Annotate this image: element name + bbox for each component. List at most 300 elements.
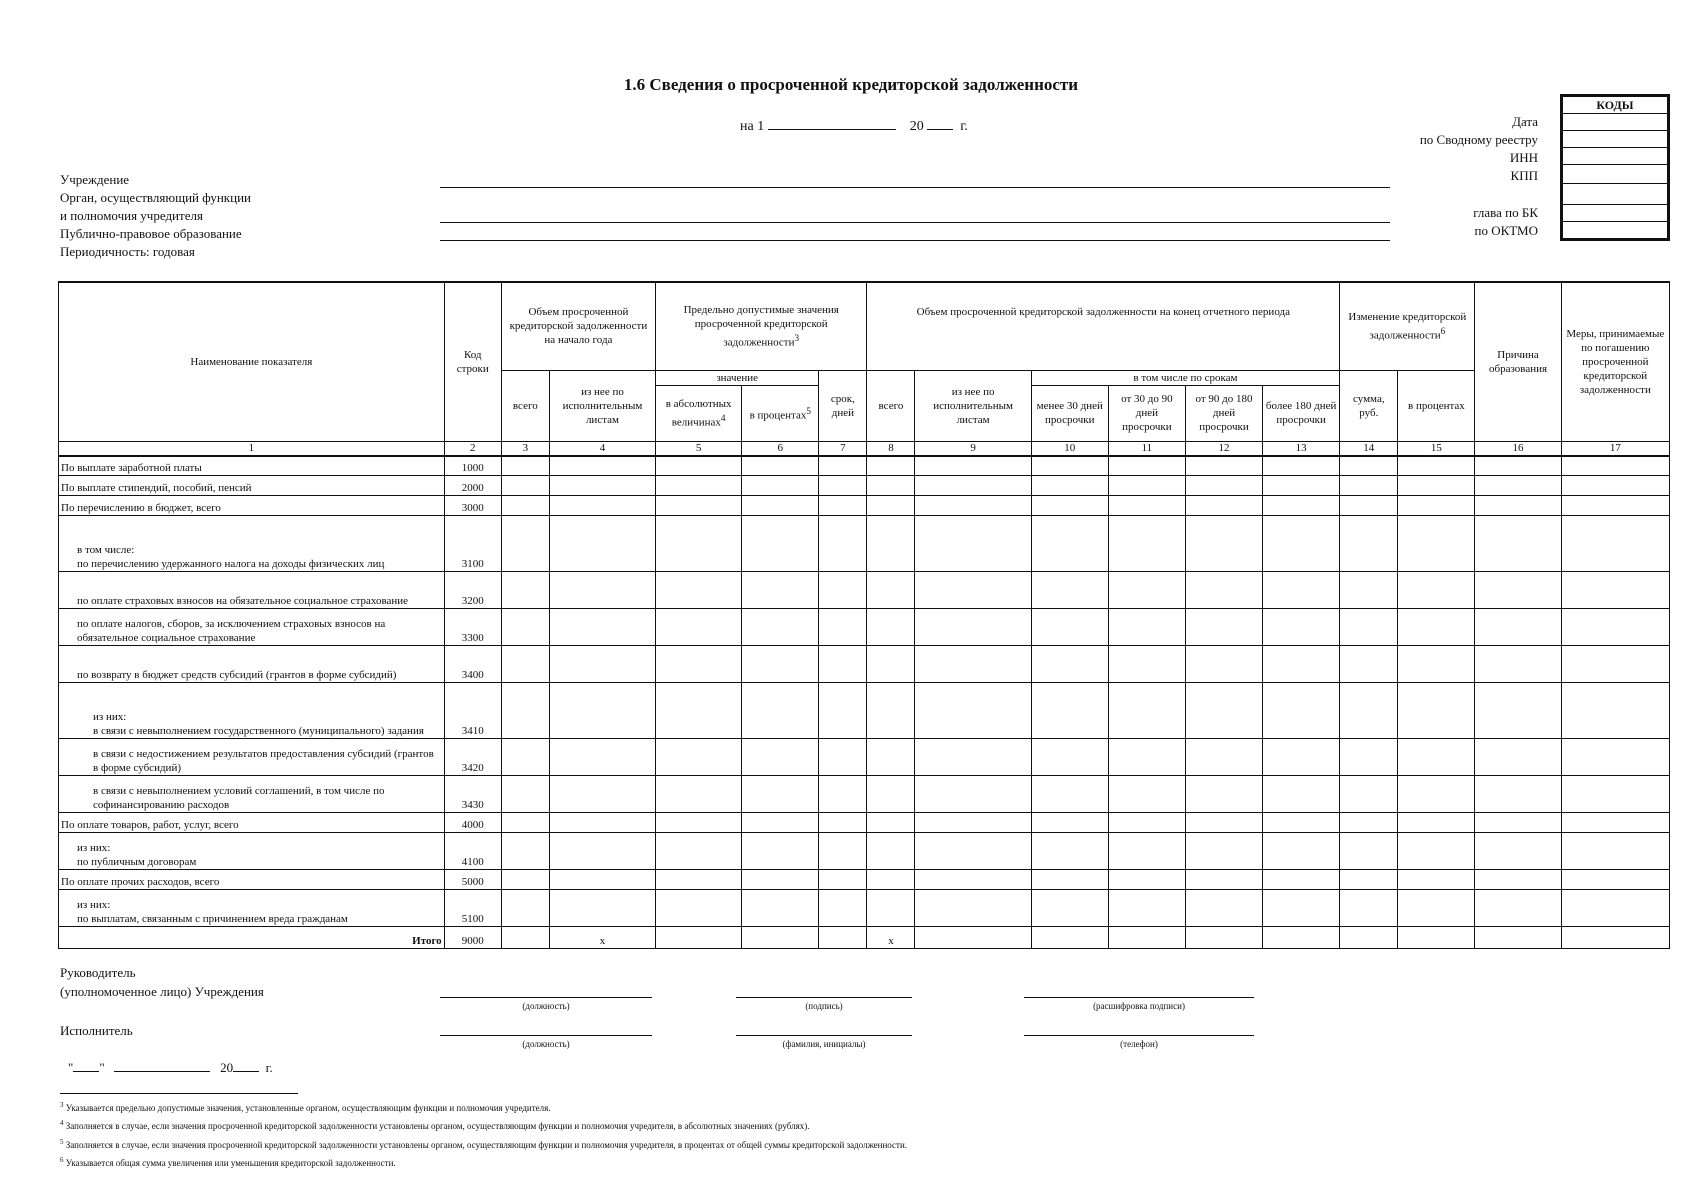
data-cell[interactable]: [501, 813, 549, 833]
data-cell[interactable]: [915, 683, 1031, 739]
data-cell[interactable]: [1031, 739, 1108, 776]
signature-month-field[interactable]: [114, 1059, 210, 1072]
data-cell[interactable]: [656, 572, 742, 609]
data-cell[interactable]: [1108, 833, 1185, 870]
data-cell[interactable]: [1031, 456, 1108, 476]
data-cell[interactable]: [1475, 646, 1561, 683]
row-code: 5000: [444, 870, 501, 890]
data-cell[interactable]: [819, 476, 867, 496]
data-cell[interactable]: [1561, 890, 1669, 927]
codes-box: [1562, 96, 1668, 239]
data-cell[interactable]: [1398, 683, 1475, 739]
data-cell[interactable]: [1561, 496, 1669, 516]
data-cell[interactable]: [501, 476, 549, 496]
data-cell[interactable]: [1108, 870, 1185, 890]
data-cell[interactable]: [656, 870, 742, 890]
row-name: по оплате страховых взносов на обязательное социальное страхование: [59, 572, 445, 609]
x-mark-cell: x: [549, 927, 655, 949]
table-row: [59, 476, 1670, 496]
data-cell[interactable]: [549, 516, 655, 572]
data-cell[interactable]: [1263, 813, 1340, 833]
signature-day-field[interactable]: [73, 1059, 99, 1072]
data-cell[interactable]: [1561, 646, 1669, 683]
data-cell[interactable]: [656, 927, 742, 949]
data-cell[interactable]: [1398, 609, 1475, 646]
column-number-cell: 14: [1340, 441, 1398, 456]
data-cell[interactable]: [915, 476, 1031, 496]
data-cell[interactable]: [1340, 890, 1398, 927]
code-cell-date[interactable]: [1563, 114, 1668, 131]
column-number-cell: 9: [915, 441, 1031, 456]
data-cell[interactable]: [1185, 646, 1262, 683]
data-cell[interactable]: [1561, 456, 1669, 476]
data-cell[interactable]: [1185, 776, 1262, 813]
data-cell[interactable]: [1340, 516, 1398, 572]
label-periodicity: Периодичность: годовая: [60, 244, 195, 259]
data-cell[interactable]: [1475, 572, 1561, 609]
data-cell[interactable]: [867, 776, 915, 813]
data-cell[interactable]: [819, 776, 867, 813]
date-year-field[interactable]: [927, 115, 953, 130]
data-cell[interactable]: [867, 683, 915, 739]
data-cell[interactable]: [1031, 609, 1108, 646]
data-cell[interactable]: [1108, 739, 1185, 776]
column-number-cell: 4: [549, 441, 655, 456]
data-cell[interactable]: [819, 516, 867, 572]
data-cell[interactable]: [1108, 476, 1185, 496]
data-cell[interactable]: [549, 890, 655, 927]
date-quote-open: ": [68, 1060, 74, 1075]
signature-date: [68, 1059, 273, 1076]
data-cell[interactable]: [1340, 833, 1398, 870]
label-inn: ИНН: [1509, 150, 1538, 165]
data-cell[interactable]: [656, 609, 742, 646]
data-cell[interactable]: [549, 870, 655, 890]
data-cell[interactable]: [819, 646, 867, 683]
data-cell[interactable]: [742, 516, 819, 572]
data-cell[interactable]: [742, 496, 819, 516]
footnote-4-mark: 4: [60, 1119, 64, 1127]
data-cell[interactable]: [1561, 683, 1669, 739]
data-cell[interactable]: [1031, 833, 1108, 870]
data-cell[interactable]: [1340, 683, 1398, 739]
data-cell[interactable]: [1263, 776, 1340, 813]
data-cell[interactable]: [915, 646, 1031, 683]
data-cell[interactable]: [742, 890, 819, 927]
data-cell[interactable]: [656, 476, 742, 496]
footnote-6-text: Указывается общая сумма увеличения или уменьшения кредиторской задолженности.: [65, 1158, 396, 1168]
data-cell[interactable]: [1108, 646, 1185, 683]
data-cell[interactable]: [549, 456, 655, 476]
data-cell[interactable]: [915, 572, 1031, 609]
data-cell[interactable]: [501, 572, 549, 609]
data-cell[interactable]: [1398, 456, 1475, 476]
data-cell[interactable]: [1398, 739, 1475, 776]
data-cell[interactable]: [549, 572, 655, 609]
data-cell[interactable]: [1561, 609, 1669, 646]
data-cell[interactable]: [549, 476, 655, 496]
data-cell[interactable]: [1108, 890, 1185, 927]
data-cell[interactable]: [501, 646, 549, 683]
data-cell[interactable]: [1398, 813, 1475, 833]
head-label-line2: (уполномоченное лицо) Учреждения: [60, 984, 264, 999]
header-30-90: от 30 до 90 дней просрочки: [1108, 385, 1185, 441]
label-founder-line2: и полномочия учредителя: [60, 208, 203, 223]
data-cell[interactable]: [549, 739, 655, 776]
data-cell[interactable]: [1031, 890, 1108, 927]
data-cell[interactable]: [915, 456, 1031, 476]
data-cell[interactable]: [1475, 890, 1561, 927]
data-cell[interactable]: [1031, 516, 1108, 572]
data-cell[interactable]: [549, 646, 655, 683]
data-cell[interactable]: [501, 870, 549, 890]
data-cell[interactable]: [1561, 813, 1669, 833]
data-cell[interactable]: [1108, 572, 1185, 609]
data-cell[interactable]: [819, 496, 867, 516]
data-cell[interactable]: [742, 776, 819, 813]
signature-year-field[interactable]: [233, 1059, 259, 1072]
data-cell[interactable]: [501, 833, 549, 870]
data-cell[interactable]: [742, 609, 819, 646]
data-cell[interactable]: [501, 890, 549, 927]
data-cell[interactable]: [1263, 890, 1340, 927]
data-cell[interactable]: [1340, 456, 1398, 476]
data-cell[interactable]: [549, 833, 655, 870]
data-cell[interactable]: [1263, 476, 1340, 496]
row-name: в связи с невыполнением условий соглашений, в том числе по софинансированию расходов: [59, 776, 445, 813]
data-cell[interactable]: [1108, 516, 1185, 572]
data-cell[interactable]: [742, 927, 819, 949]
data-cell[interactable]: [1340, 927, 1398, 949]
row-name: по возврату в бюджет средств субсидий (грантов в форме субсидий): [59, 646, 445, 683]
caption-position: (должность): [522, 1001, 570, 1011]
data-cell[interactable]: [742, 456, 819, 476]
row-code: 3100: [444, 516, 501, 572]
data-cell[interactable]: [1475, 683, 1561, 739]
header-term-days: срок, дней: [819, 370, 867, 441]
data-cell[interactable]: [1340, 813, 1398, 833]
data-cell[interactable]: [501, 776, 549, 813]
data-cell[interactable]: [915, 927, 1031, 949]
row-code: 1000: [444, 456, 501, 476]
page-title: 1.6 Сведения о просроченной кредиторской задолженности: [623, 75, 1079, 94]
code-cell-registry[interactable]: [1563, 131, 1668, 148]
column-number-cell: 2: [444, 441, 501, 456]
report-date-line: [740, 115, 968, 135]
data-cell[interactable]: [501, 683, 549, 739]
data-cell[interactable]: [1108, 683, 1185, 739]
data-cell[interactable]: [915, 516, 1031, 572]
footnote-5: [60, 1138, 907, 1150]
footnote-5-mark: 5: [60, 1138, 64, 1146]
data-cell[interactable]: [915, 890, 1031, 927]
data-cell[interactable]: [742, 683, 819, 739]
data-cell[interactable]: [1031, 870, 1108, 890]
data-cell[interactable]: [819, 739, 867, 776]
table-row: [59, 572, 1670, 609]
executor-phone-field[interactable]: [1024, 1035, 1254, 1055]
data-cell[interactable]: [1398, 890, 1475, 927]
caption-name: (фамилия, инициалы): [782, 1039, 866, 1049]
data-cell[interactable]: [1475, 739, 1561, 776]
footnote-3: [60, 1101, 551, 1113]
data-cell[interactable]: [1561, 833, 1669, 870]
data-cell[interactable]: [819, 813, 867, 833]
data-cell[interactable]: [501, 456, 549, 476]
footnote-ref-5: 5: [806, 405, 811, 416]
table-row: [59, 833, 1670, 870]
data-cell[interactable]: [1031, 646, 1108, 683]
data-cell[interactable]: [819, 833, 867, 870]
data-cell[interactable]: [1561, 870, 1669, 890]
data-cell[interactable]: [501, 739, 549, 776]
data-cell[interactable]: [1475, 870, 1561, 890]
data-cell[interactable]: [501, 609, 549, 646]
row-code: 3400: [444, 646, 501, 683]
institution-field[interactable]: [440, 187, 1390, 188]
data-cell[interactable]: [1340, 496, 1398, 516]
data-cell[interactable]: [1263, 739, 1340, 776]
executor-position-field[interactable]: [440, 1035, 652, 1055]
data-cell[interactable]: [1185, 833, 1262, 870]
table-row: [59, 683, 1670, 739]
data-cell[interactable]: [1108, 927, 1185, 949]
data-cell[interactable]: [1031, 813, 1108, 833]
data-cell[interactable]: [1398, 927, 1475, 949]
data-cell[interactable]: [1263, 683, 1340, 739]
data-cell[interactable]: [1398, 496, 1475, 516]
data-cell[interactable]: [501, 496, 549, 516]
data-cell[interactable]: [742, 813, 819, 833]
data-cell[interactable]: [1031, 776, 1108, 813]
data-cell[interactable]: [819, 890, 867, 927]
data-cell[interactable]: [1561, 739, 1669, 776]
data-cell[interactable]: [867, 496, 915, 516]
date-day-month-field[interactable]: [768, 115, 896, 130]
data-cell[interactable]: [656, 813, 742, 833]
data-cell[interactable]: [1185, 927, 1262, 949]
data-cell[interactable]: [1398, 476, 1475, 496]
data-cell[interactable]: [1398, 833, 1475, 870]
data-cell[interactable]: [1475, 496, 1561, 516]
data-cell[interactable]: [1475, 813, 1561, 833]
data-cell[interactable]: [742, 833, 819, 870]
data-cell[interactable]: [1475, 833, 1561, 870]
data-cell[interactable]: [1263, 496, 1340, 516]
data-cell[interactable]: [819, 456, 867, 476]
data-cell[interactable]: [1185, 683, 1262, 739]
data-cell[interactable]: [656, 776, 742, 813]
header-reason: Причина образования: [1475, 282, 1561, 441]
data-cell[interactable]: [1185, 609, 1262, 646]
data-cell[interactable]: [1398, 516, 1475, 572]
head-label-line1: Руководитель: [60, 965, 136, 980]
data-cell[interactable]: [1263, 609, 1340, 646]
data-cell[interactable]: [742, 572, 819, 609]
data-cell[interactable]: [1475, 456, 1561, 476]
data-cell[interactable]: [656, 496, 742, 516]
data-cell[interactable]: [915, 609, 1031, 646]
data-cell[interactable]: [1398, 776, 1475, 813]
row-code: 9000: [444, 927, 501, 949]
data-cell[interactable]: [549, 813, 655, 833]
data-cell[interactable]: [867, 890, 915, 927]
data-cell[interactable]: [1185, 476, 1262, 496]
data-cell[interactable]: [1185, 496, 1262, 516]
data-cell[interactable]: [742, 739, 819, 776]
data-cell[interactable]: [1561, 476, 1669, 496]
data-cell[interactable]: [1031, 927, 1108, 949]
data-cell[interactable]: [867, 870, 915, 890]
data-cell[interactable]: [501, 516, 549, 572]
data-cell[interactable]: [1340, 776, 1398, 813]
data-cell[interactable]: [742, 870, 819, 890]
public-entity-field[interactable]: [440, 240, 1390, 241]
data-cell[interactable]: [1263, 456, 1340, 476]
data-cell[interactable]: [1185, 890, 1262, 927]
data-cell[interactable]: [656, 890, 742, 927]
table-row: [59, 456, 1670, 476]
data-cell[interactable]: [1263, 833, 1340, 870]
code-cell-kpp[interactable]: [1563, 165, 1668, 184]
data-cell[interactable]: [1185, 516, 1262, 572]
data-cell[interactable]: [915, 870, 1031, 890]
data-cell[interactable]: [501, 927, 549, 949]
data-cell[interactable]: [1031, 496, 1108, 516]
data-cell[interactable]: [656, 456, 742, 476]
footnote-separator: [60, 1093, 298, 1094]
data-cell[interactable]: [1561, 776, 1669, 813]
column-number-cell: 13: [1263, 441, 1340, 456]
data-cell[interactable]: [1340, 476, 1398, 496]
data-cell[interactable]: [1263, 516, 1340, 572]
date-year-prefix: 20: [909, 119, 924, 134]
data-cell[interactable]: [915, 496, 1031, 516]
data-cell[interactable]: [819, 572, 867, 609]
footnote-4: [60, 1119, 809, 1131]
data-cell[interactable]: [1031, 572, 1108, 609]
data-cell[interactable]: [867, 456, 915, 476]
header-percent: [742, 385, 819, 441]
data-cell[interactable]: [1475, 516, 1561, 572]
header-percent-text: в процентах: [749, 409, 807, 422]
row-code: 5100: [444, 890, 501, 927]
code-cell-founder[interactable]: [1563, 184, 1668, 205]
data-cell[interactable]: [1398, 870, 1475, 890]
data-cell[interactable]: [915, 776, 1031, 813]
data-cell[interactable]: [742, 646, 819, 683]
data-cell[interactable]: [1263, 870, 1340, 890]
data-cell[interactable]: [1561, 516, 1669, 572]
code-cell-oktmo[interactable]: [1563, 222, 1668, 239]
data-cell[interactable]: [1475, 776, 1561, 813]
data-cell[interactable]: [1475, 927, 1561, 949]
data-cell[interactable]: [1031, 476, 1108, 496]
data-cell[interactable]: [1108, 813, 1185, 833]
head-signature-field[interactable]: [736, 997, 912, 1017]
column-number-cell: 3: [501, 441, 549, 456]
data-cell[interactable]: [549, 776, 655, 813]
data-cell[interactable]: [819, 870, 867, 890]
head-position-field[interactable]: [440, 997, 652, 1017]
data-cell[interactable]: [867, 476, 915, 496]
data-cell[interactable]: [1340, 609, 1398, 646]
table-body: [59, 456, 1670, 949]
data-cell[interactable]: [1185, 456, 1262, 476]
data-cell[interactable]: [1398, 572, 1475, 609]
executor-name-field[interactable]: [736, 1035, 912, 1055]
data-cell[interactable]: [549, 683, 655, 739]
data-cell[interactable]: [1108, 776, 1185, 813]
footnote-6: [60, 1156, 396, 1168]
data-cell[interactable]: [1185, 739, 1262, 776]
data-cell[interactable]: [867, 739, 915, 776]
data-cell[interactable]: [1185, 572, 1262, 609]
head-decoding-field[interactable]: [1024, 997, 1254, 1017]
data-cell[interactable]: [1263, 572, 1340, 609]
code-cell-inn[interactable]: [1563, 148, 1668, 165]
data-cell[interactable]: [1475, 476, 1561, 496]
data-cell[interactable]: [867, 833, 915, 870]
column-numbers-row: [59, 441, 1670, 456]
data-cell[interactable]: [549, 609, 655, 646]
data-cell[interactable]: [915, 833, 1031, 870]
header-line-code: Код строки: [444, 282, 501, 441]
data-cell[interactable]: [656, 683, 742, 739]
data-cell[interactable]: [915, 813, 1031, 833]
data-cell[interactable]: [1263, 927, 1340, 949]
data-cell[interactable]: [549, 496, 655, 516]
data-cell[interactable]: [819, 683, 867, 739]
data-cell[interactable]: [1108, 456, 1185, 476]
data-cell[interactable]: [656, 739, 742, 776]
data-cell[interactable]: [1561, 927, 1669, 949]
data-cell[interactable]: [1108, 609, 1185, 646]
data-cell[interactable]: [1475, 609, 1561, 646]
row-name: По выплате стипендий, пособий, пенсий: [59, 476, 445, 496]
data-cell[interactable]: [1340, 870, 1398, 890]
row-code: 2000: [444, 476, 501, 496]
data-cell[interactable]: [1263, 646, 1340, 683]
data-cell[interactable]: [867, 813, 915, 833]
data-cell[interactable]: [867, 609, 915, 646]
data-cell[interactable]: [656, 646, 742, 683]
label-public-entity: Публично-правовое образование: [60, 226, 242, 241]
data-cell[interactable]: [1185, 870, 1262, 890]
data-cell[interactable]: [1340, 572, 1398, 609]
data-cell[interactable]: [867, 646, 915, 683]
data-cell[interactable]: [819, 609, 867, 646]
table-row: [59, 609, 1670, 646]
data-cell[interactable]: [915, 739, 1031, 776]
data-cell[interactable]: [1398, 646, 1475, 683]
data-cell[interactable]: [1340, 646, 1398, 683]
data-cell[interactable]: [1561, 572, 1669, 609]
data-cell[interactable]: [867, 572, 915, 609]
row-name: по оплате налогов, сборов, за исключением страховых взносов на обязательное социальное страхование: [59, 609, 445, 646]
data-cell[interactable]: [867, 516, 915, 572]
data-cell[interactable]: [742, 476, 819, 496]
header-absolute-text: в абсолютных величинах: [665, 397, 732, 429]
data-cell[interactable]: [656, 516, 742, 572]
data-cell[interactable]: [1108, 496, 1185, 516]
data-cell[interactable]: [1031, 683, 1108, 739]
data-cell[interactable]: [1185, 813, 1262, 833]
data-cell[interactable]: [1340, 739, 1398, 776]
data-cell[interactable]: [819, 927, 867, 949]
code-cell-bk[interactable]: [1563, 205, 1668, 222]
data-cell[interactable]: [656, 833, 742, 870]
